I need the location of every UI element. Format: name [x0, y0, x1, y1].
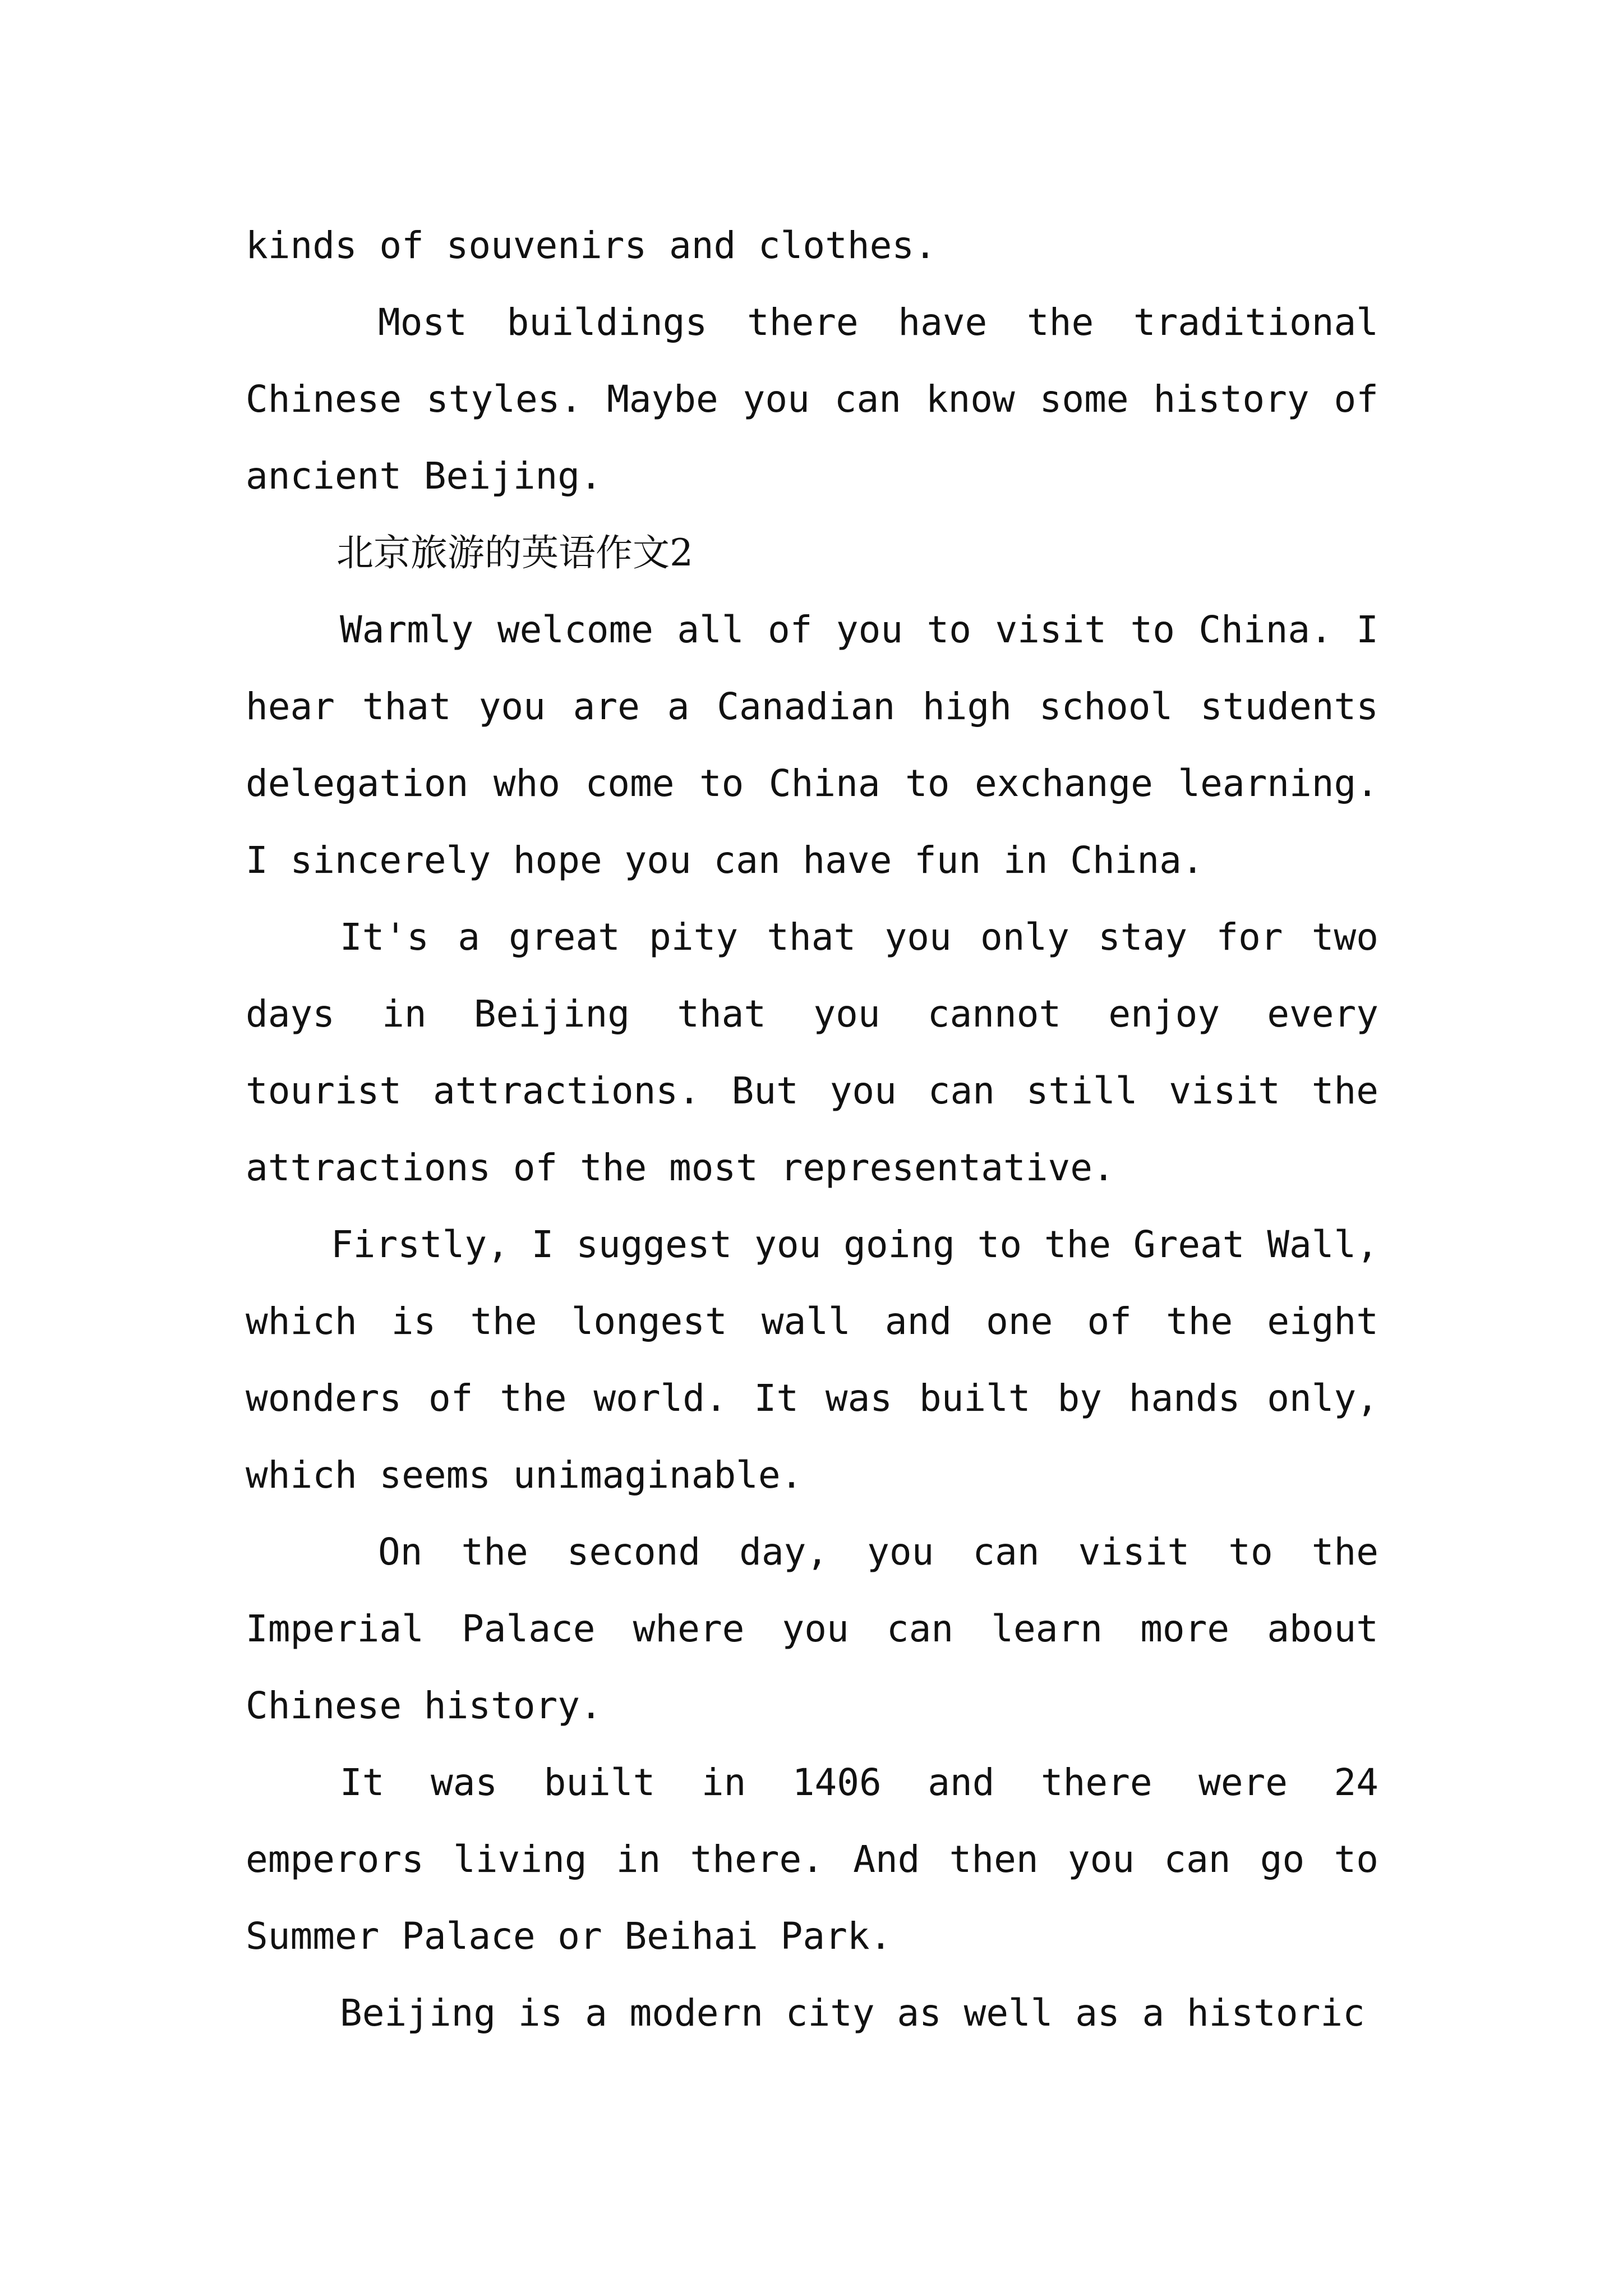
paragraph-great-wall: Firstly, I suggest you going to the Great Wall, which is the longest wall and one of the eight wonders of the world. It was built by hands only, which seems unimaginable.	[246, 1223, 1378, 1497]
paragraph-modern-city: Beijing is a modern city as well as a historic	[340, 1991, 1365, 2035]
paragraph-souvenirs: kinds of souvenirs and clothes.	[246, 224, 937, 267]
paragraph-great-pity: It's a great pity that you only stay for two days in Beijing that you cannot enjoy every tourist attractions. But you can still visit the attractions of the most representative.	[246, 915, 1378, 1189]
paragraph-welcome: Warmly welcome all of you to visit to China. I hear that you are a Canadian high school students delegation who come to China to exchange learning. I sincerely hope you can have fun in China.	[246, 608, 1378, 882]
document-body	[246, 207, 1378, 2051]
paragraph-buildings: Most buildings there have the traditional Chinese styles. Maybe you can know some history of ancient Beijing.	[246, 301, 1378, 498]
paragraph-imperial-palace: On the second day, you can visit to the Imperial Palace where you can learn more about Chinese history.	[246, 1530, 1378, 1727]
paragraph-built-1406: It was built in 1406 and there were 24 emperors living in there. And then you can go to Summer Palace or Beihai Park.	[246, 1761, 1378, 1958]
section-heading: 北京旅游的英语作文2	[336, 531, 693, 574]
